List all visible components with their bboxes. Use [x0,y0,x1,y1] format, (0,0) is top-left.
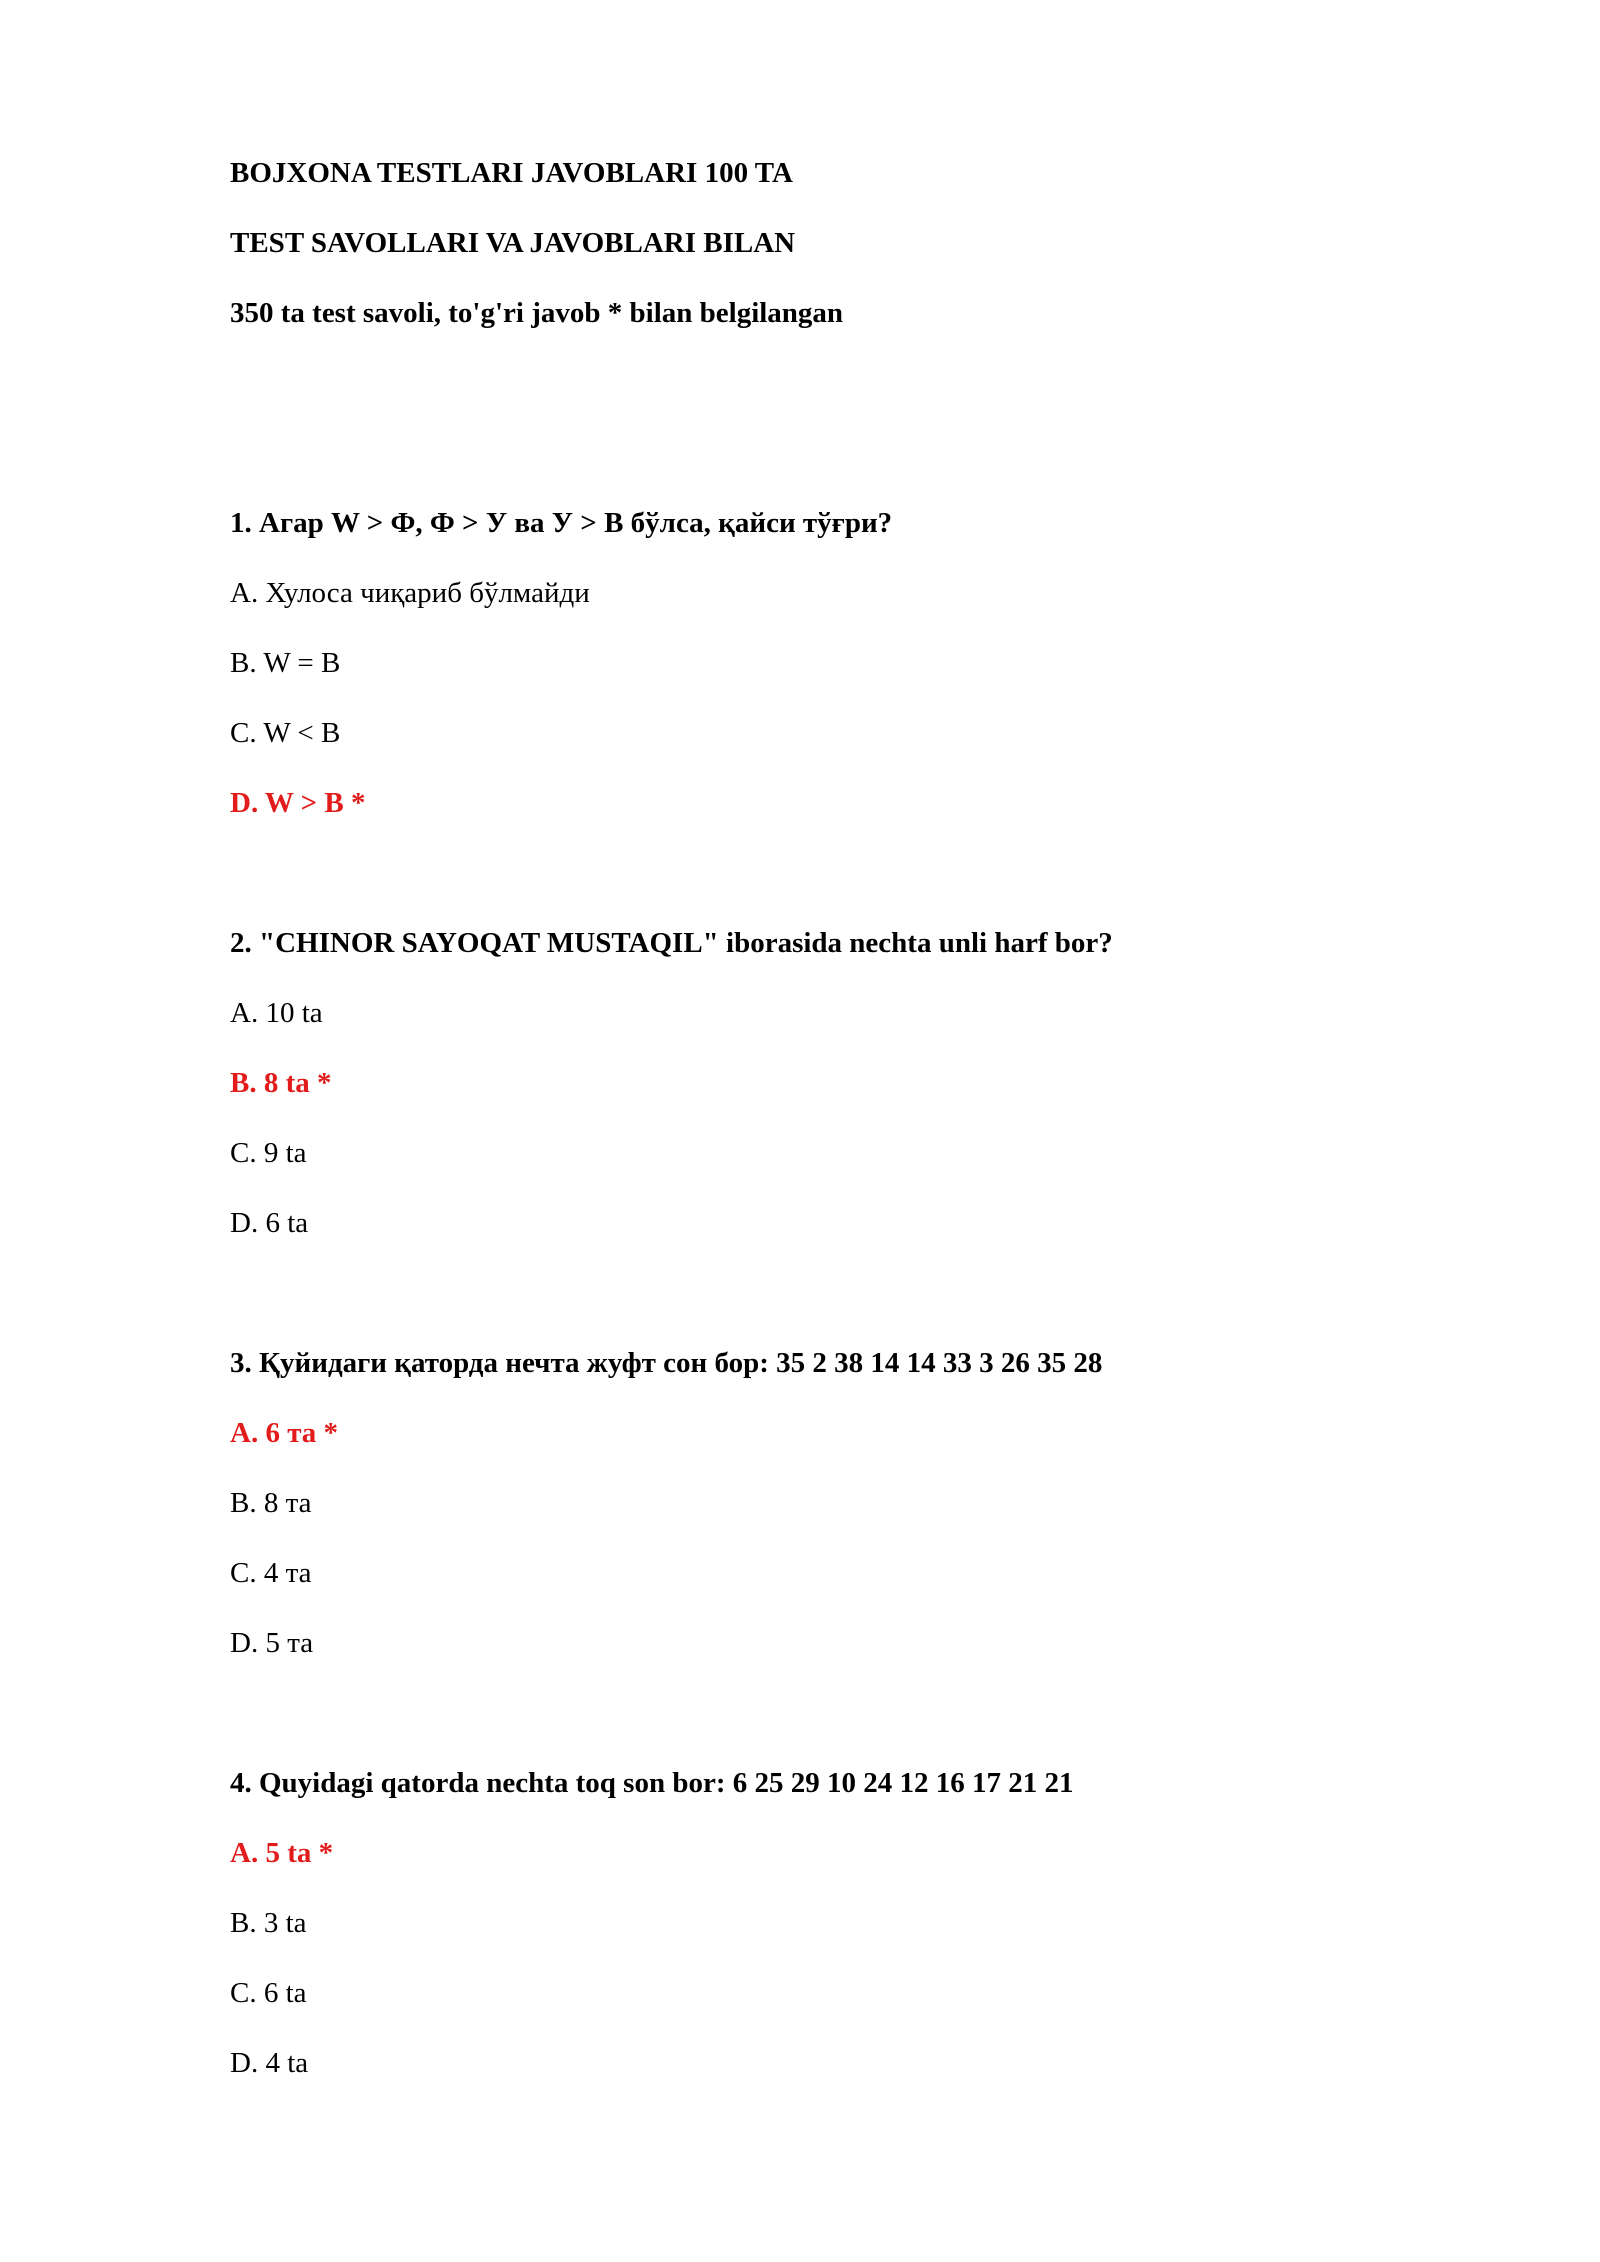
question-1-option-a: A. Хулоса чиқариб бўлмайди [230,577,590,609]
question-3-option-b: B. 8 та [230,1487,312,1519]
question-1-option-d-correct: D. W > B * [230,787,366,819]
question-4: 4. Quyidagi qatorda nechta toq son bor: 6 25 29 10 24 12 16 17 21 21 [230,1767,1074,1799]
question-4-option-b: B. 3 ta [230,1907,307,1939]
question-3-option-c: C. 4 та [230,1557,312,1589]
question-4-option-d: D. 4 ta [230,2047,309,2079]
question-2: 2. "CHINOR SAYOQAT MUSTAQIL" iborasida nechta unli harf bor? [230,927,1113,959]
question-3-option-d: D. 5 та [230,1627,314,1659]
document-title: BOJXONA TESTLARI JAVOBLARI 100 TA [230,157,793,189]
question-2-option-b-correct: B. 8 ta * [230,1067,332,1099]
question-2-option-a: A. 10 ta [230,997,323,1029]
document-note: 350 ta test savoli, to'g'ri javob * bilan belgilangan [230,297,844,329]
question-4-option-c: C. 6 ta [230,1977,307,2009]
question-1: 1. Агар W > Ф, Ф > У ва У > В бўлса, қайси тўғри? [230,507,893,539]
question-2-option-d: D. 6 ta [230,1207,309,1239]
question-3: 3. Қуйидаги қаторда нечта жуфт сон бор: 35 2 38 14 14 33 3 26 35 28 [230,1347,1103,1379]
question-3-option-a-correct: A. 6 та * [230,1417,339,1449]
question-4-option-a-correct: A. 5 ta * [230,1837,334,1869]
question-1-option-b: B. W = B [230,647,341,679]
question-2-option-c: C. 9 ta [230,1137,307,1169]
document-subtitle: TEST SAVOLLARI VA JAVOBLARI BILAN [230,227,796,259]
question-1-option-c: C. W < B [230,717,341,749]
